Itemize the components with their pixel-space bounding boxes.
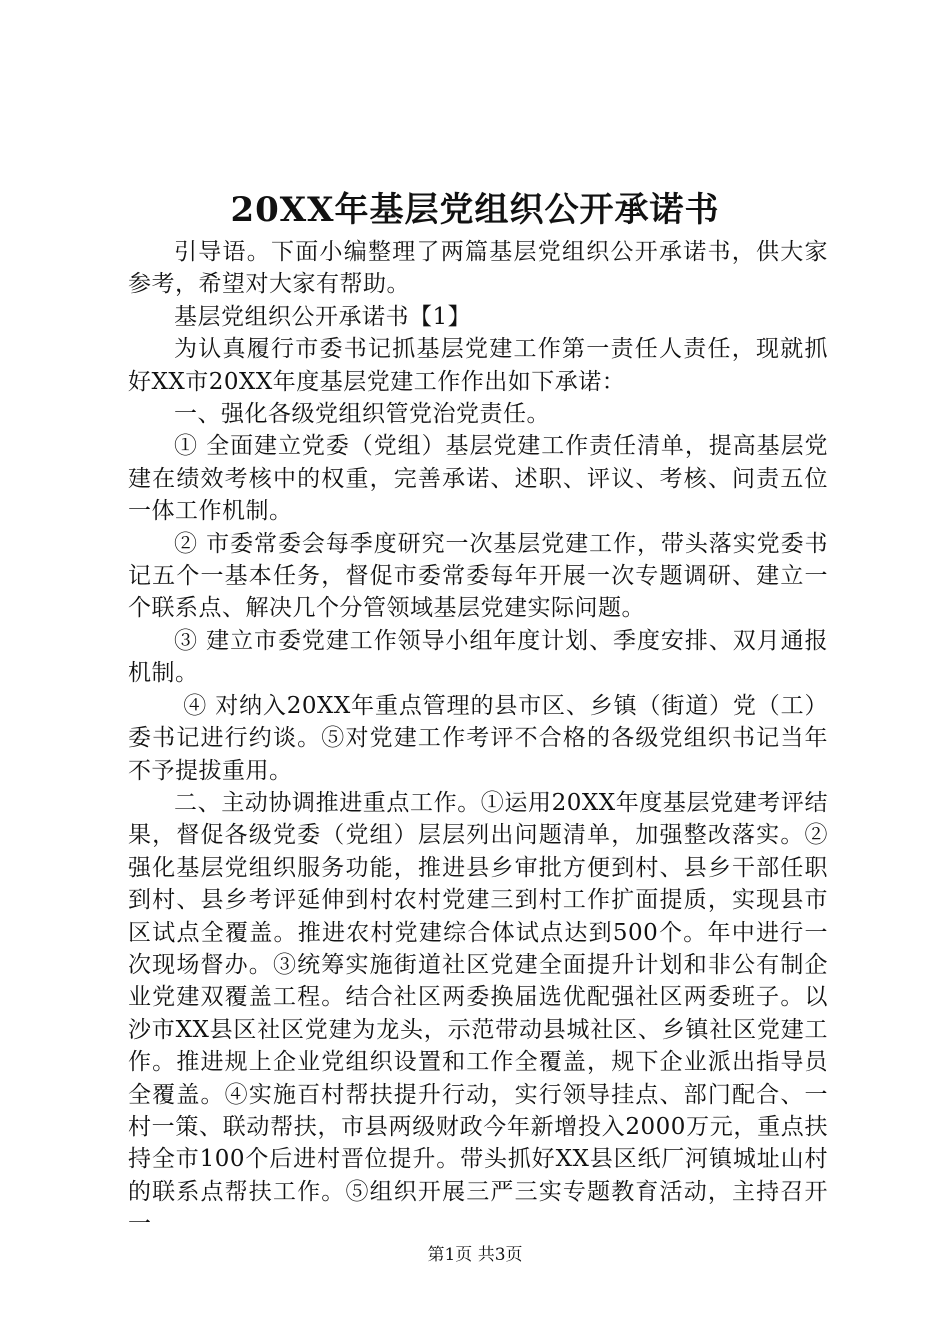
page-number-footer: 第1页 共3页 [427,1245,523,1265]
item-4-paragraph: ④ 对纳入20XX年重点管理的县市区、乡镇（街道）党（工）委书记进行约谈。⑤对党建工作考评不合格的各级党组织书记当年不予提拔重用。 [128,692,828,784]
part-two-paragraph: 二、主动协调推进重点工作。①运用20XX年度基层党建考评结果，督促各级党委（党组）层层列出问题清单，加强整改落实。②强化基层党组织服务功能，推进县乡审批方便到村、县乡干部任职到村、县乡考评延伸到村农村党建三到村工作扩面提质，实现县市区试点全覆盖。推进农村党建综合体试点达到500个。年中进行一次现场督办。③统筹实施街道社区党建全面提升计划和非公有制企业党建双覆盖工程。结合社区两委换届选优配强社区两委班子。以沙市XX县区社区党建为龙头，示范带动县城社区、乡镇社区党建工作。推进规上企业党组织设置和工作全覆盖，规下企业派出指导员全覆盖。④实施百村帮扶提升行动，实行领导挂点、部门配合、一村一策、联动帮扶，市县两级财政今年新增投入2000万元，重点扶持全市100个后进村晋位提升。带头抓好XX县区纸厂河镇城址山村的联系点帮扶工作。⑤组织开展三严三实专题教育活动，主持召开一 [128,789,828,1238]
commitment-preface: 为认真履行市委书记抓基层党建工作第一责任人责任，现就抓好XX市20XX年度基层党建工作作出如下承诺： [128,336,828,395]
item-2-paragraph: ② 市委常委会每季度研究一次基层党建工作，带头落实党委书记五个一基本任务，督促市委常委每年开展一次专题调研、建立一个联系点、解决几个分管领域基层党建实际问题。 [128,530,828,622]
item-3-paragraph: ③ 建立市委党建工作领导小组年度计划、季度安排、双月通报机制。 [128,627,828,687]
item-1-paragraph: ① 全面建立党委（党组）基层党建工作责任清单，提高基层党建在绩效考核中的权重，完善承诺、述职、评议、考核、问责五位一体工作机制。 [128,433,828,525]
document-body [128,236,828,1241]
section-heading: 基层党组织公开承诺书【1】 [174,303,472,330]
intro-paragraph: 引导语。下面小编整理了两篇基层党组织公开承诺书，供大家参考，希望对大家有帮助。 [128,239,828,298]
part-one-heading: 一、强化各级党组织管党治党责任。 [174,401,550,428]
document-title: 20XX年基层党组织公开承诺书 [230,190,720,230]
